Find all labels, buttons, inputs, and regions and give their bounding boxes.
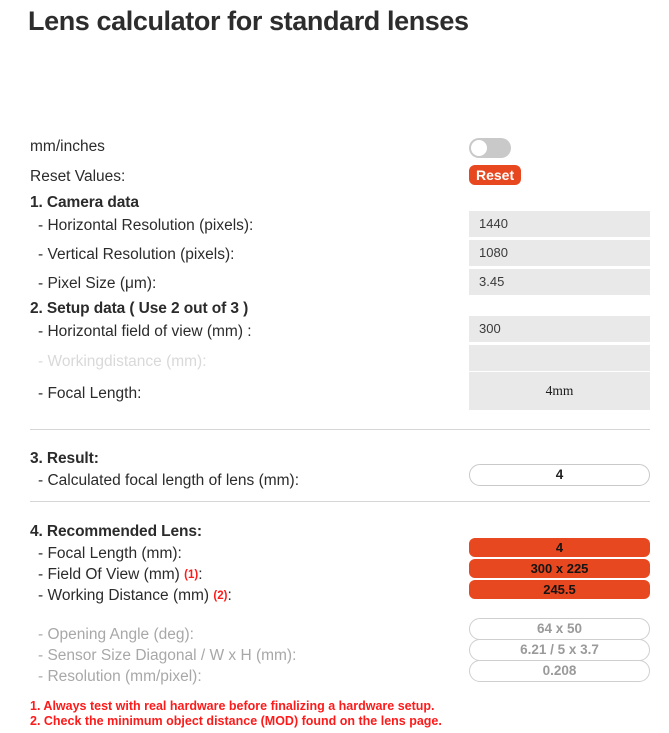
- calculated-focal-length-label: - Calculated focal length of lens (mm):: [38, 472, 300, 490]
- units-row: [0, 134, 669, 160]
- working-distance-label: - Workingdistance (mm):: [38, 353, 207, 371]
- horizontal-resolution-label: - Horizontal Resolution (pixels):: [38, 217, 254, 235]
- reset-button[interactable]: Reset: [469, 165, 521, 185]
- rec-working-distance-label-text: - Working Distance (mm): [38, 587, 210, 605]
- horizontal-fov-input[interactable]: 300: [469, 316, 650, 342]
- recommended-heading-text: 4. Recommended Lens:: [30, 523, 202, 541]
- rec-working-distance-value: 245.5: [469, 580, 650, 599]
- opening-angle-value: 64 x 50: [469, 618, 650, 640]
- footnote-2: 2. Check the minimum object distance (MOD) found on the lens page.: [30, 714, 442, 728]
- result-heading-text: 3. Result:: [30, 450, 99, 468]
- rec-focal-length-value: 4: [469, 538, 650, 557]
- footnote-marker-2: (2): [213, 590, 228, 603]
- resolution-value: 0.208: [469, 660, 650, 682]
- page-title: Lens calculator for standard lenses: [28, 6, 469, 36]
- sensor-size-value: 6.21 / 5 x 3.7: [469, 639, 650, 661]
- setup-heading-text: 2. Setup data ( Use 2 out of 3 ): [30, 300, 249, 318]
- vertical-resolution-input[interactable]: 1080: [469, 240, 650, 266]
- divider-recommended: [30, 501, 650, 502]
- units-toggle[interactable]: [469, 138, 511, 158]
- focal-length-select-label: - Focal Length:: [38, 385, 142, 403]
- horizontal-resolution-input[interactable]: 1440: [469, 211, 650, 237]
- rec-field-of-view-label: - Field Of View (mm) (1):: [38, 566, 203, 584]
- working-distance-input[interactable]: [469, 345, 650, 371]
- footnote-1: 1. Always test with real hardware before finalizing a hardware setup.: [30, 699, 435, 713]
- sensor-size-label: - Sensor Size Diagonal / W x H (mm):: [38, 647, 297, 665]
- vertical-resolution-label: - Vertical Resolution (pixels):: [38, 246, 235, 264]
- units-label: mm/inches: [30, 138, 105, 156]
- rec-focal-length-label: - Focal Length (mm):: [38, 545, 182, 563]
- opening-angle-label: - Opening Angle (deg):: [38, 626, 194, 644]
- horizontal-fov-label: - Horizontal field of view (mm) :: [38, 323, 252, 341]
- rec-working-distance-label: - Working Distance (mm) (2):: [38, 587, 232, 605]
- focal-length-select[interactable]: 4mm: [469, 372, 650, 410]
- footnote-marker-1: (1): [184, 569, 199, 582]
- reset-label: Reset Values:: [30, 168, 126, 186]
- resolution-label: - Resolution (mm/pixel):: [38, 668, 202, 686]
- pixel-size-input[interactable]: 3.45: [469, 269, 650, 295]
- rec-field-of-view-value: 300 x 225: [469, 559, 650, 578]
- toggle-knob-icon: [471, 140, 487, 156]
- calculated-focal-length-value[interactable]: 4: [469, 464, 650, 486]
- camera-heading-text: 1. Camera data: [30, 194, 139, 212]
- rec-field-of-view-label-text: - Field Of View (mm): [38, 566, 180, 584]
- divider-result: [30, 429, 650, 430]
- reset-row: [0, 164, 669, 190]
- pixel-size-label: - Pixel Size (μm):: [38, 275, 157, 293]
